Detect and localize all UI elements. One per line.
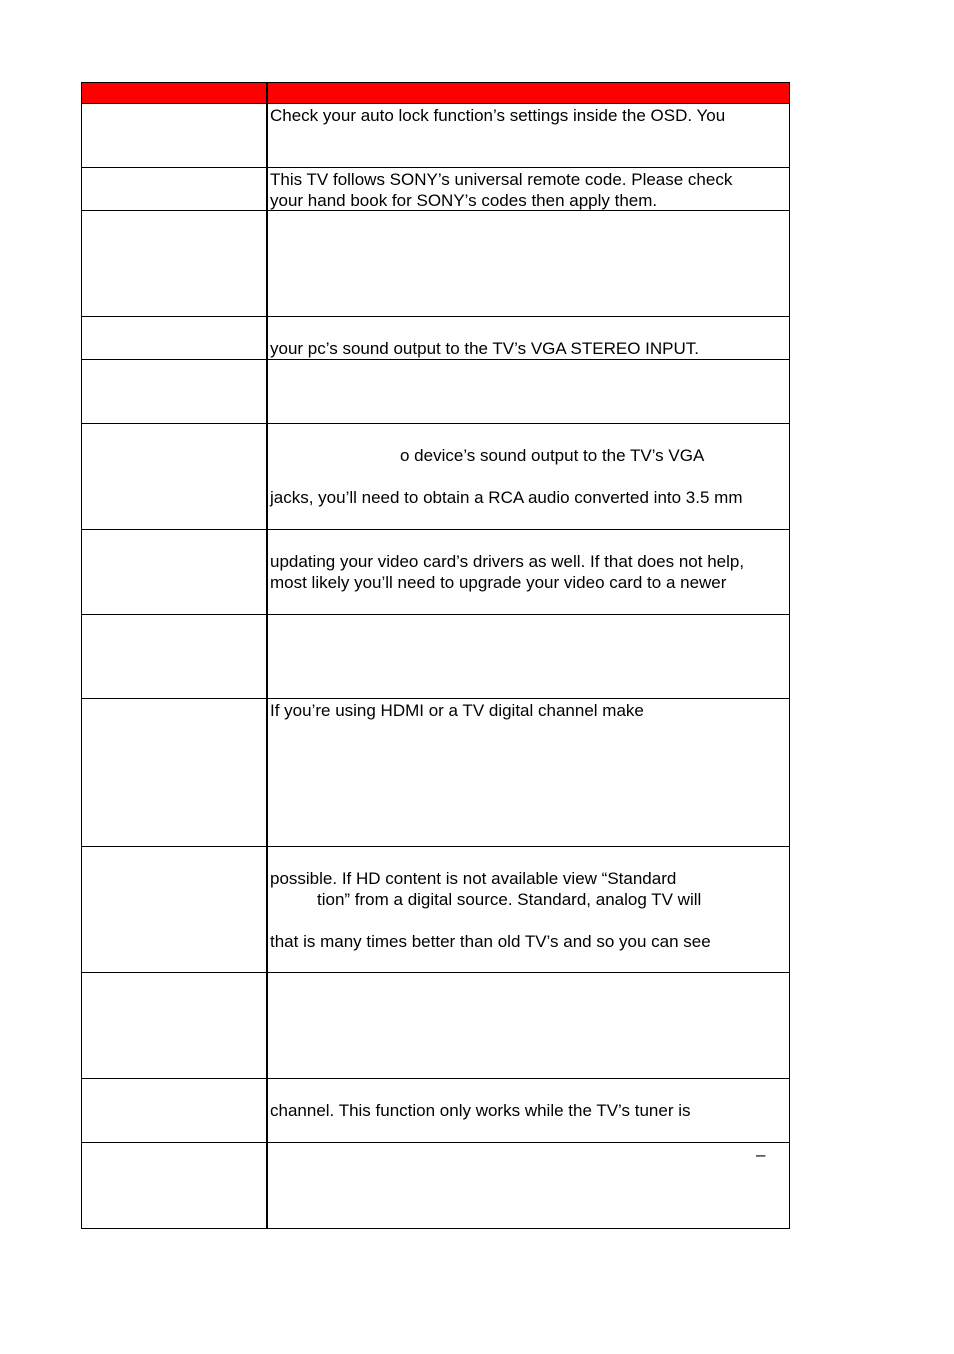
row-text-line: that is many times better than old TV’s and so you can see — [270, 932, 711, 951]
row-text-line: Check your auto lock function’s settings inside the OSD. You — [270, 106, 726, 125]
row-text-line: possible. If HD content is not available view “Standard — [270, 869, 677, 888]
row-divider — [82, 698, 789, 699]
row-divider — [82, 1142, 789, 1143]
row-text-line: most likely you’ll need to upgrade your video card to a newer — [270, 573, 727, 592]
row-divider — [82, 167, 789, 168]
row-divider — [82, 529, 789, 530]
troubleshooting-table — [81, 82, 790, 1229]
row-text-line: If you’re using HDMI or a TV digital channel make — [270, 701, 644, 720]
row-text-line: channel. This function only works while the TV’s tuner is — [270, 1101, 691, 1120]
row-divider — [82, 1078, 789, 1079]
column-divider — [266, 82, 268, 1228]
row-divider — [82, 972, 789, 973]
row-divider — [82, 614, 789, 615]
row-text-line: o device’s sound output to the TV’s VGA — [400, 446, 705, 465]
row-divider — [82, 316, 789, 317]
row-text-line: This TV follows SONY’s universal remote code. Please check — [270, 170, 733, 189]
row-text-line: updating your video card’s drivers as well. If that does not help, — [270, 552, 745, 571]
row-divider — [82, 359, 789, 360]
row-text-line: – — [756, 1145, 766, 1164]
row-text-line: your pc’s sound output to the TV’s VGA STEREO INPUT. — [270, 339, 699, 358]
row-text-line: your hand book for SONY’s codes then apply them. — [270, 191, 658, 210]
row-text-line: tion” from a digital source. Standard, analog TV will — [317, 890, 702, 909]
row-divider — [82, 423, 789, 424]
row-text-line: jacks, you’ll need to obtain a RCA audio converted into 3.5 mm — [270, 488, 743, 507]
row-divider — [82, 846, 789, 847]
table-header-row — [82, 82, 789, 104]
